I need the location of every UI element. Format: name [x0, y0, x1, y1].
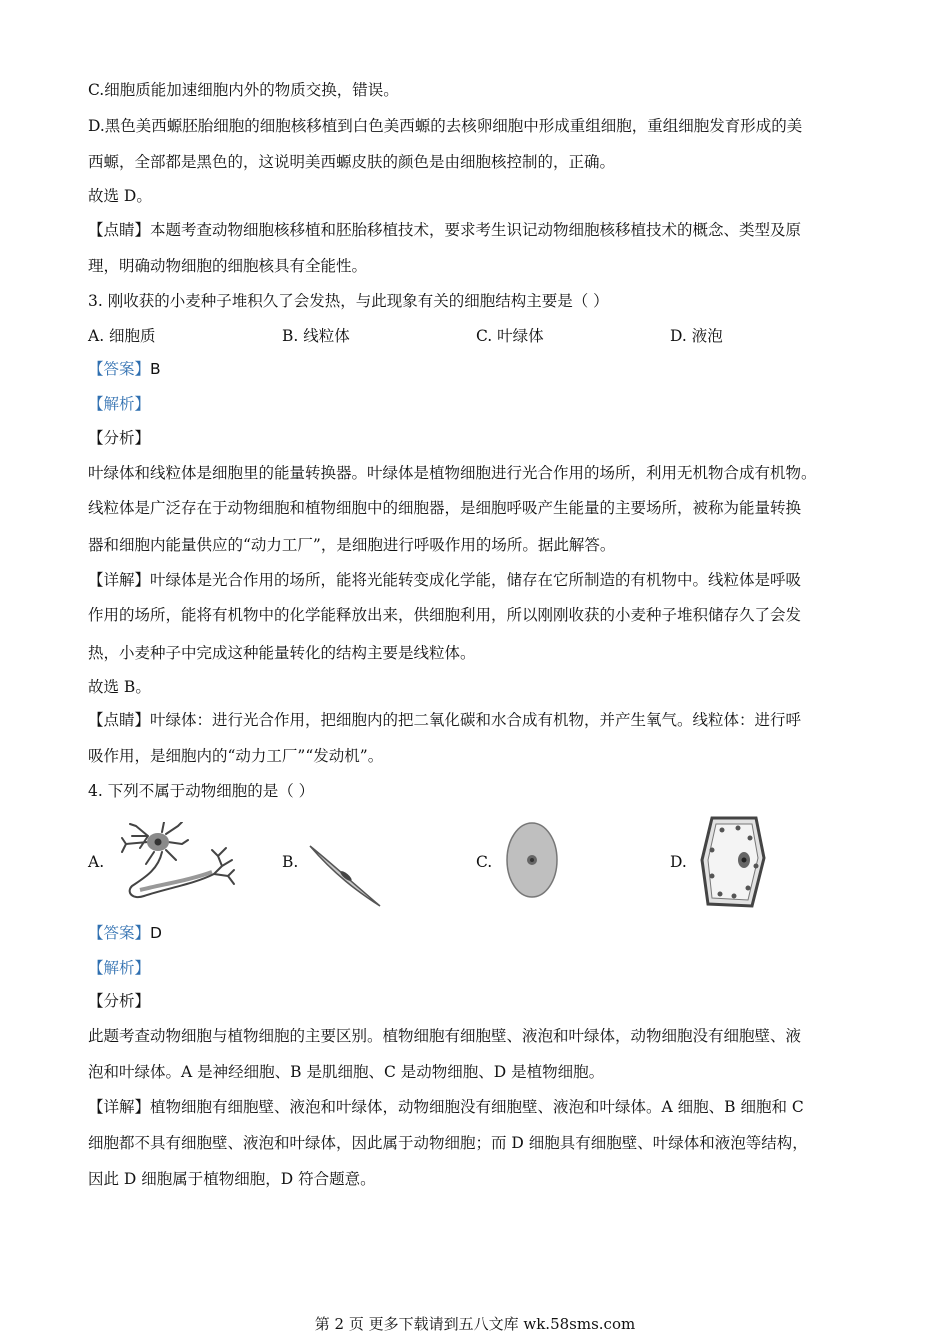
- answer-value: B: [150, 360, 161, 378]
- text-line: 器和细胞内能量供应的“动力工厂”，是细胞进行呼吸作用的场所。据此解答。: [88, 536, 616, 554]
- text-line: 吸作用，是细胞内的“动力工厂”“发动机”。: [88, 747, 384, 765]
- xiangjie-tag: 【详解】: [88, 571, 151, 589]
- jiexi-tag: 【解析】: [88, 959, 151, 977]
- q4-option-d: D.: [670, 853, 687, 871]
- neuron-cell-icon: [118, 822, 238, 904]
- text-line: 热，小麦种子中完成这种能量转化的结构主要是线粒体。: [88, 644, 476, 662]
- answer-tag: 【答案】: [88, 360, 151, 378]
- q4-option-b: B.: [282, 853, 299, 871]
- page-footer: 第 2 页 更多下载请到五八文库 wk.58sms.com: [314, 1315, 636, 1333]
- q3-answer: [88, 359, 161, 379]
- xiangjie-tag: 【详解】: [88, 1098, 151, 1116]
- xiangjie-paragraph: [88, 570, 801, 590]
- text-line: 植物细胞有细胞壁、液泡和叶绿体，动物细胞没有细胞壁、液泡和叶绿体。A 细胞、B 细胞和 C: [150, 1098, 804, 1116]
- xiangjie-paragraph: [88, 1097, 804, 1117]
- q3-option-b: B. 线粒体: [282, 327, 350, 345]
- q4-option-a: A.: [88, 853, 105, 871]
- muscle-cell-icon: [306, 842, 384, 910]
- jiexi-tag: 【解析】: [88, 395, 151, 413]
- text-line: 作用的场所，能将有机物中的化学能释放出来，供细胞利用，所以刚刚收获的小麦种子堆积储存久了会发: [88, 606, 802, 624]
- text-line: 叶绿体：进行光合作用，把细胞内的把二氧化碳和水合成有机物，并产生氧气。线粒体：进行呼: [150, 711, 802, 729]
- text-line: 本题考查动物细胞核移植和胚胎移植技术，要求考生识记动物细胞核移植技术的概念、类型及原: [150, 221, 802, 239]
- text-line: 叶绿体是光合作用的场所，能将光能转变成化学能，储存在它所制造的有机物中。线粒体是呼吸: [150, 571, 802, 589]
- text-line: 线粒体是广泛存在于动物细胞和植物细胞中的细胞器，是细胞呼吸产生能量的主要场所，被称为能量转换: [88, 499, 802, 517]
- question-3-stem: 3. 刚收获的小麦种子堆积久了会发热，与此现象有关的细胞结构主要是（ ）: [88, 292, 609, 310]
- plant-cell-icon: [698, 814, 768, 910]
- dianjing-paragraph: [88, 220, 801, 240]
- answer-tag: 【答案】: [88, 924, 151, 942]
- text-line: 因此 D 细胞属于植物细胞，D 符合题意。: [88, 1170, 376, 1188]
- q4-answer: [88, 923, 162, 943]
- text-line: 此题考查动物细胞与植物细胞的主要区别。植物细胞有细胞壁、液泡和叶绿体，动物细胞没有细胞壁、液: [88, 1027, 802, 1045]
- q3-option-d: D. 液泡: [670, 327, 723, 345]
- q3-option-a: A. 细胞质: [88, 327, 156, 345]
- fenxi-tag: 【分析】: [88, 429, 151, 447]
- text-line: 泡和叶绿体。A 是神经细胞、B 是肌细胞、C 是动物细胞、D 是植物细胞。: [88, 1063, 605, 1081]
- text-line: 故选 B。: [88, 678, 151, 696]
- text-line: C.细胞质能加速细胞内外的物质交换，错误。: [88, 81, 399, 99]
- text-line: 西螈，全部都是黑色的，这说明美西螈皮肤的颜色是由细胞核控制的，正确。: [88, 153, 616, 171]
- text-line: 叶绿体和线粒体是细胞里的能量转换器。叶绿体是植物细胞进行光合作用的场所，利用无机物合成有机物。: [88, 464, 817, 482]
- fenxi-tag: 【分析】: [88, 992, 151, 1010]
- text-line: 故选 D。: [88, 187, 152, 205]
- text-line: 细胞都不具有细胞壁、液泡和叶绿体，因此属于动物细胞；而 D 细胞具有细胞壁、叶绿体和液泡等结构，: [88, 1134, 808, 1152]
- dianjing-paragraph: [88, 710, 801, 730]
- animal-cell-icon: [504, 820, 560, 900]
- question-4-stem: 4. 下列不属于动物细胞的是（ ）: [88, 782, 315, 800]
- dianjing-tag: 【点睛】: [88, 711, 151, 729]
- answer-value: D: [150, 924, 162, 942]
- text-line: 理，明确动物细胞的细胞核具有全能性。: [88, 257, 368, 275]
- q4-option-c: C.: [476, 853, 493, 871]
- dianjing-tag: 【点睛】: [88, 221, 151, 239]
- text-line: D.黑色美西螈胚胎细胞的细胞核移植到白色美西螈的去核卵细胞中形成重组细胞，重组细胞发育形成的美: [88, 117, 803, 135]
- q3-option-c: C. 叶绿体: [476, 327, 544, 345]
